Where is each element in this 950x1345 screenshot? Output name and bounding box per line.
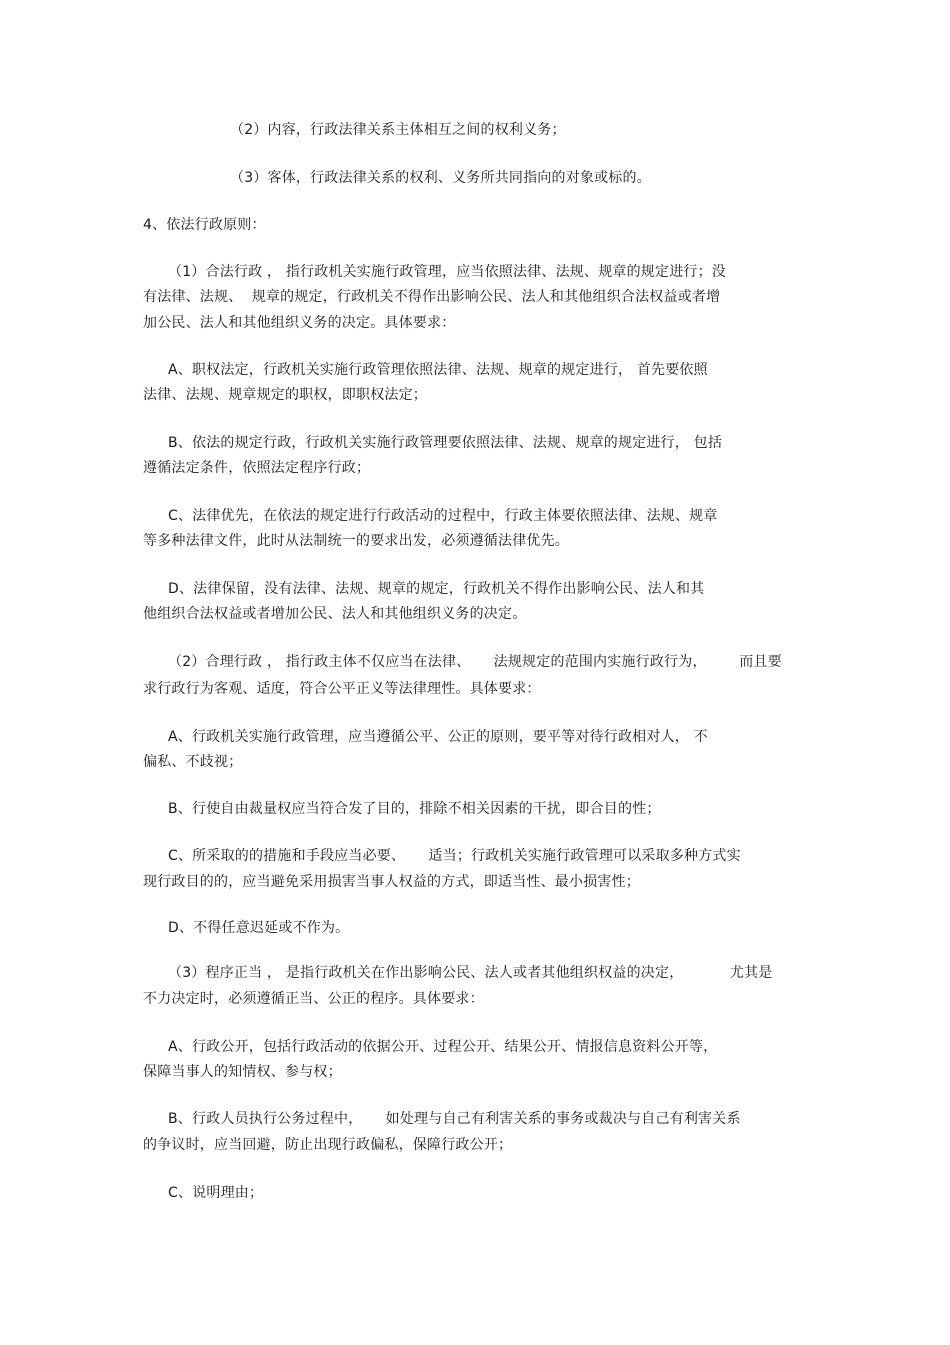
text-line: （2）内容，行政法律关系主体相互之间的权利义务； (230, 122, 566, 138)
text-line: 加公民、法人和其他组织义务的决定。具体要求： (143, 315, 456, 331)
text-line: （2）合理行政 ， 指行政主体不仅应当在法律、 法规规定的范围内实施行政行为， 而且要 (168, 654, 782, 670)
text-line: 他组织合法权益或者增加公民、法人和其他组织义务的决定。 (143, 606, 527, 622)
text-line: D、不得任意迟延或不作为。 (168, 920, 350, 936)
text-line: 有法律、法规、 规章的规定，行政机关不得作出影响公民、法人和其他组织合法权益或者增 (143, 289, 721, 305)
text-line: 现行政目的的，应当避免采用损害当事人权益的方式，即适当性、最小损害性； (143, 874, 640, 890)
text-line: 求行政行为客观、适度，符合公平正义等法律理性。具体要求： (143, 681, 541, 697)
text-line: 偏私、不歧视； (143, 754, 243, 770)
text-line: B、行使自由裁量权应当符合发了目的，排除不相关因素的干扰，即合目的性； (168, 801, 661, 817)
text-line: C、所采取的的措施和手段应当必要、 适当；行政机关实施行政管理可以采取多种方式实 (168, 848, 741, 864)
text-line: D、法律保留，没有法律、法规、规章的规定，行政机关不得作出影响公民、法人和其 (168, 581, 705, 597)
text-line: A、行政公开，包括行政活动的依据公开、过程公开、结果公开、情报信息资料公开等， (168, 1039, 718, 1055)
text-line: A、职权法定，行政机关实施行政管理依照法律、法规、规章的规定进行， 首先要依照 (168, 362, 708, 378)
text-line: （3）程序正当 ， 是指行政机关在作出影响公民、法人或者其他组织权益的决定， 尤其是 (168, 965, 773, 981)
text-line: 的争议时，应当回避，防止出现行政偏私，保障行政公开； (143, 1137, 513, 1153)
text-line: （3）客体，行政法律关系的权利、义务所共同指向的对象或标的。 (230, 170, 651, 186)
text-line: C、说明理由； (168, 1185, 264, 1201)
text-line: 不力决定时，必须遵循正当、公正的程序。具体要求： (143, 991, 484, 1007)
text-line: （1）合法行政 ， 指行政机关实施行政管理，应当依照法律、法规、规章的规定进行；没 (168, 264, 727, 280)
text-line: 保障当事人的知情权、参与权； (143, 1064, 342, 1080)
text-line: A、行政机关实施行政管理，应当遵循公平、公正的原则，要平等对待行政相对人， 不 (168, 729, 708, 745)
section-heading: 4、依法行政原则： (143, 217, 266, 233)
text-line: B、行政人员执行公务过程中， 如处理与自己有利害关系的事务或裁决与自己有利害关系 (168, 1111, 741, 1127)
text-line: 法律、法规、规章规定的职权，即职权法定； (143, 387, 427, 403)
text-line: B、依法的规定行政，行政机关实施行政管理要依照法律、法规、规章的规定进行， 包括 (168, 435, 723, 451)
text-line: C、法律优先，在依法的规定进行行政活动的过程中，行政主体要依照法律、法规、规章 (168, 508, 718, 524)
text-line: 等多种法律文件，此时从法制统一的要求出发，必须遵循法律优先。 (143, 533, 569, 549)
text-line: 遵循法定条件，依照法定程序行政； (143, 460, 371, 476)
